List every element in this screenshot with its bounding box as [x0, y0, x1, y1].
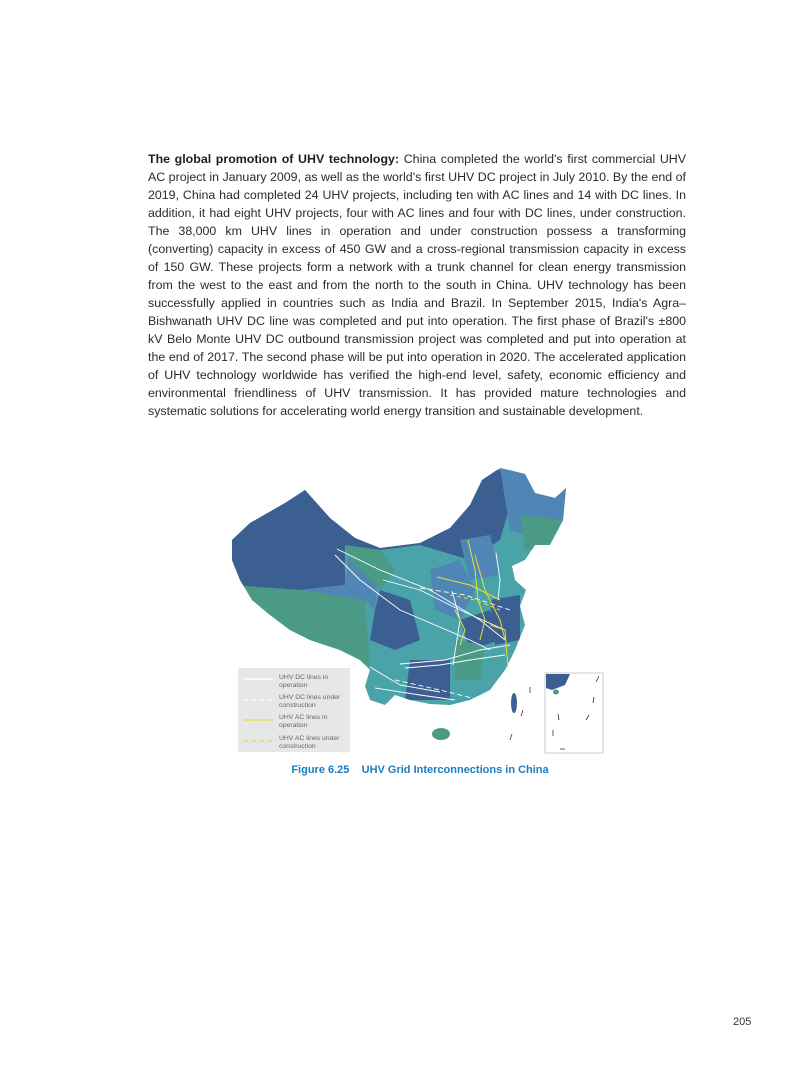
- paragraph-body: China completed the world's first commercial UHV AC project in January 2009, as well as the world's first UHV DC project in July 2010. By the end of 2019, China had completed 24 UHV projects, including ten with AC lines and 14 with DC lines. In addition, it had eight UHV projects, four with AC lines and four with DC lines, under construction. The 38,000 km UHV lines in operation and under construction possess a transforming (converting) capacity in excess of 450 GW and a cross-regional transmission capacity in excess of 150 GW. These projects form a network with a trunk channel for clean energy transmission from the west to the east and from the north to the south in China. UHV technology has been successfully applied in countries such as India and Brazil. In September 2015, India's Agra–Bishwanath UHV DC line was completed and put into operation. The first phase of Brazil's ±800 kV Belo Monte UHV DC outbound transmission project was completed and put into operation at the end of 2017. The second phase will be put into operation in 2020. The accelerated application of UHV technology worldwide has verified the high-end level, safety, economic efficiency and environmental friendliness of UHV transmission. It has provided mature technologies and systematic solutions for accelerating world energy transition and sustainable development.: [148, 152, 687, 418]
- legend-dc-op-1: UHV DC lines in: [279, 674, 329, 681]
- legend-ac-con-2: construction: [279, 743, 316, 750]
- legend-ac-con-1: UHV AC lines under: [279, 735, 340, 742]
- map-legend: [238, 668, 350, 752]
- figure-caption: Figure 6.25 UHV Grid Interconnections in China: [291, 764, 549, 776]
- legend-dc-con-2: construction: [279, 702, 316, 709]
- island-taiwan: [511, 693, 517, 713]
- legend-dc-con-1: UHV DC lines under: [279, 694, 341, 701]
- paragraph-lead: The global promotion of UHV technology:: [148, 152, 400, 166]
- legend-dc-op-2: operation: [279, 682, 308, 689]
- south-china-sea-inset: [545, 673, 603, 753]
- region-zhejiang: [490, 595, 520, 645]
- legend-ac-op-1: UHV AC lines in: [279, 714, 328, 721]
- legend-ac-op-2: operation: [279, 722, 308, 729]
- china-uhv-map: [230, 462, 610, 762]
- island-hainan: [432, 728, 450, 740]
- body-paragraph: [148, 150, 686, 420]
- region-xinjiang: [230, 470, 345, 590]
- page-number: 205: [733, 1016, 752, 1028]
- region-jilin: [520, 515, 565, 550]
